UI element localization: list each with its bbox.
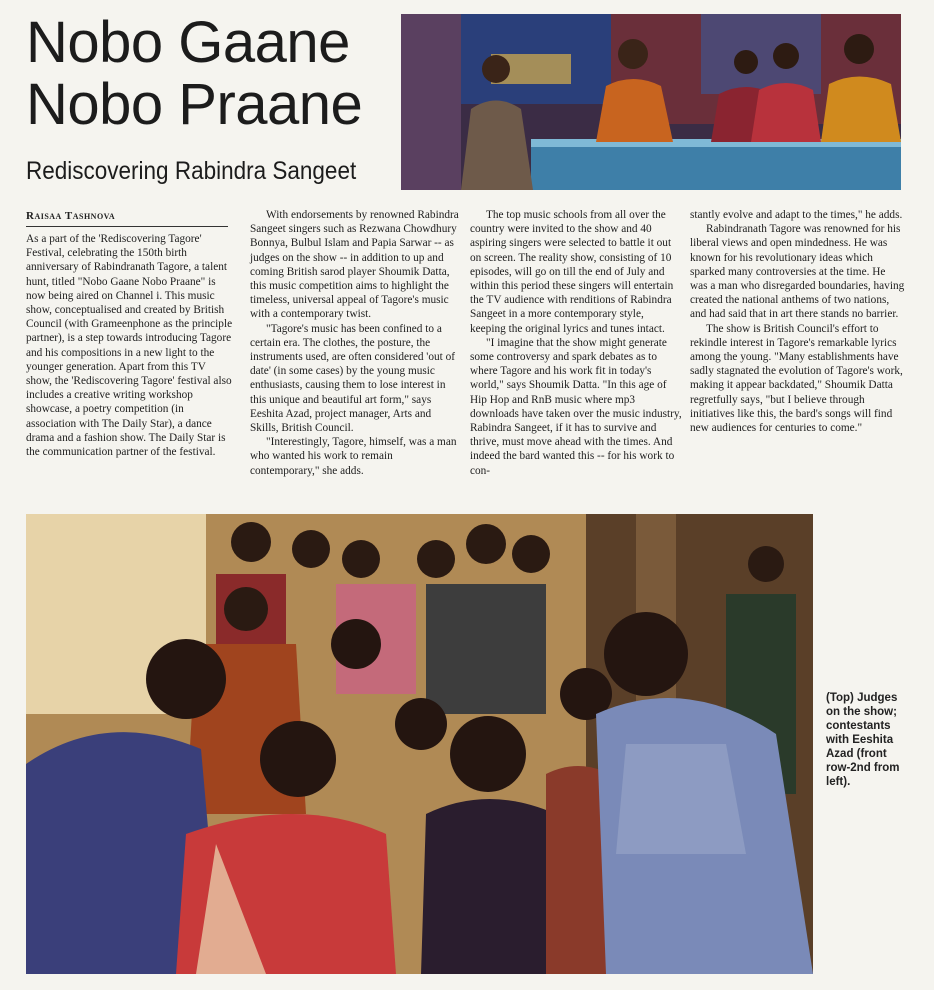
article-subtitle: Rediscovering Rabindra Sangeet	[26, 157, 357, 185]
byline: Raisaa Tashnova	[26, 210, 116, 222]
column-3	[470, 208, 682, 478]
title-line-2: Nobo Praane	[26, 72, 363, 137]
paragraph: The show is British Council's effort to rekindle interest in Tagore's remarkable lyrics among the young. "Many establishments have sadly stagnated the evolution of Tagore's work, making it appear backdated," Shoumik Datta regretfully says, "but I believe through initiatives like this, the bard's songs will find new audiences for centuries to come."	[690, 322, 903, 435]
paragraph: "Tagore's music has been confined to a certain era. The clothes, the posture, the instruments used, are often considered 'out of date' (in some cases) by the young music enthusiasts, causing them to lose interest in this unique and beautiful art form," says Eeshita Azad, project manager, Arts and Skills, British Council.	[250, 322, 456, 435]
column-2	[250, 208, 460, 478]
paragraph: stantly evolve and adapt to the times," he adds.	[690, 209, 903, 221]
byline-divider	[26, 226, 228, 227]
paragraph: With endorsements by renowned Rabindra Sangeet singers such as Rezwana Chowdhury Bonnya, Bulbul Islam and Papia Sarwar -- as judges on the show -- in addition to up and coming British sarod player Shoumik Datta, this music competition aims to highlight the timeless, universal appeal of Tagore's music with a contemporary twist.	[250, 209, 459, 321]
judges-photo	[401, 14, 901, 190]
title-line-1: Nobo Gaane	[26, 10, 350, 75]
article-title	[26, 12, 396, 136]
column-4	[690, 208, 905, 435]
column-1	[26, 232, 234, 459]
paragraph: As a part of the 'Rediscovering Tagore' Festival, celebrating the 150th birth anniversary of Rabindranath Tagore, a talent hunt, titled "Nobo Gaane Nobo Praane" is now being aired on Channel i. This music show, conceptualised and created by British Council (with Grameenphone as the principle partner), is a step towards introducing Tagore and his compositions in a new light to the younger generation. Apart from this TV show, the 'Rediscovering Tagore' festival also includes a creative writing workshop showcase, a poetry competition (in association with The Daily Star), a dance drama and a fashion show. The Daily Star is the communication partner of the festival.	[26, 233, 233, 459]
photo-caption: (Top) Judges on the show; contestants with Eeshita Azad (front row-2nd from left).	[826, 692, 900, 788]
contestants-photo	[26, 514, 813, 974]
paragraph: "I imagine that the show might generate some controversy and spark debates as to where Tagore and his work fit in today's world," says Shoumik Datta. "In this age of Hip Hop and RnB music where mp3 downloads have taken over the music industry, Rabindra Sangeet, if it has to survive and thrive, must move ahead with the times. And indeed the bard wanted this -- for his work to con-	[470, 336, 682, 477]
paragraph: The top music schools from all over the country were invited to the show and 40 aspiring singers were selected to battle it out on screen. The reality show, consisting of 10 episodes, will go on till the end of July and within this period these singers will entertain the TV audience with renditions of Rabindra Sangeet in a more contemporary style, keeping the original lyrics and tunes intact.	[470, 209, 674, 335]
paragraph: "Interestingly, Tagore, himself, was a man who wanted his work to remain contemporary," she adds.	[250, 436, 457, 477]
paragraph: Rabindranath Tagore was renowned for his liberal views and open mindedness. He was known for his revolutionary ideas which sparked many controversies at the time. He was a man who disregarded boundaries, having created the national anthems of two nations, and had said that in art there stands no barrier.	[690, 223, 905, 321]
